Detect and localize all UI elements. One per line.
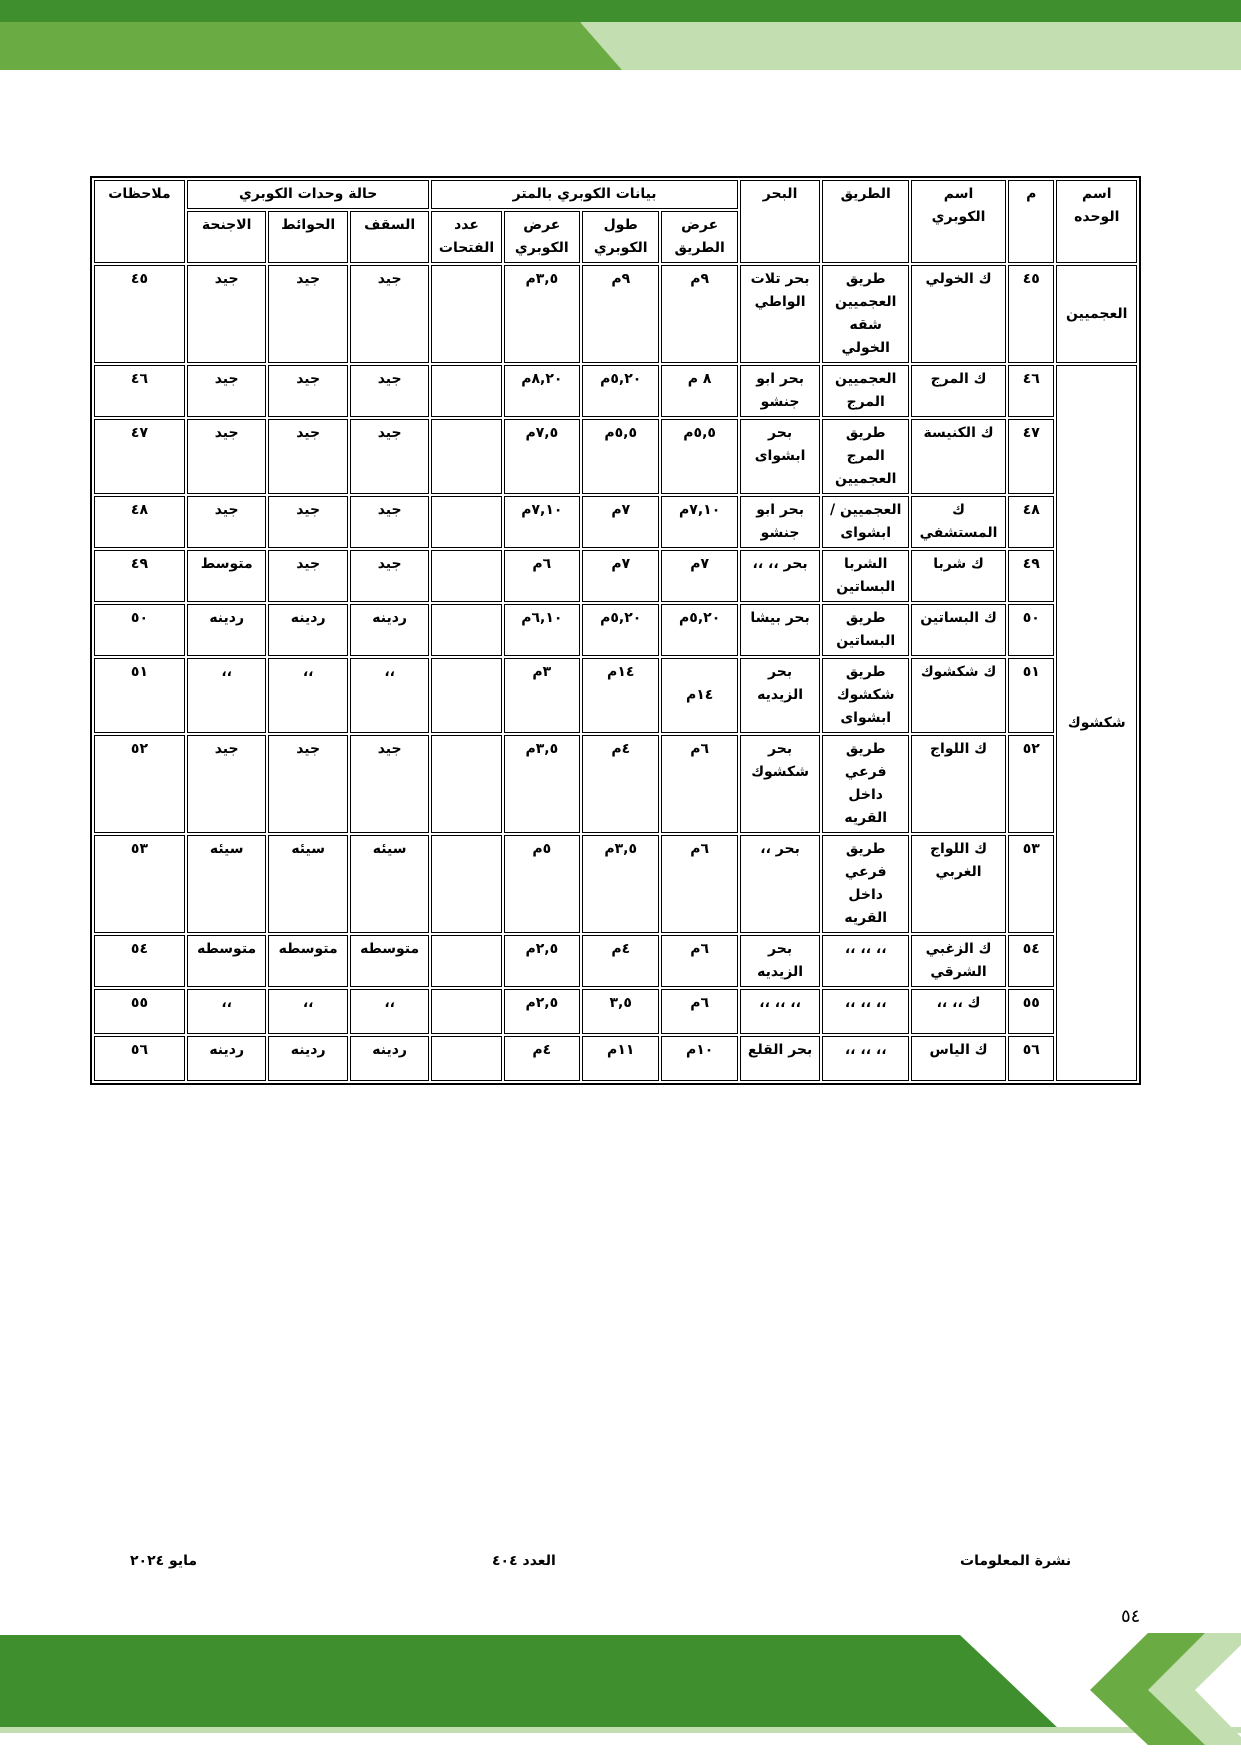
- cell-canal: بحر ابو جنشو: [740, 365, 821, 417]
- cell-wings: سيئه: [187, 835, 266, 933]
- cell-roof: جيد: [350, 496, 429, 548]
- cell-bridge-length: ٥,٢٠م: [582, 365, 659, 417]
- cell-openings: [431, 989, 501, 1034]
- cell-bridge-name: ك المرج: [911, 365, 1006, 417]
- cell-bridge-width: ٧,٥م: [504, 419, 580, 494]
- header-bridge-status-group: حالة وحدات الكوبري: [187, 180, 429, 209]
- cell-bridge-width: ٥م: [504, 835, 580, 933]
- cell-walls: جيد: [268, 265, 347, 363]
- cell-road-width: ٦م: [661, 735, 737, 833]
- cell-openings: [431, 735, 501, 833]
- cell-bridge-width: ٣م: [504, 658, 580, 733]
- cell-walls: جيد: [268, 550, 347, 602]
- cell-notes: ٤٩: [94, 550, 185, 602]
- cell-bridge-length: ٧م: [582, 496, 659, 548]
- cell-openings: [431, 365, 501, 417]
- cell-bridge-name: ك شكشوك: [911, 658, 1006, 733]
- cell-walls: ردينه: [268, 1036, 347, 1081]
- table-row: [94, 419, 1137, 494]
- cell-bridge-width: ٢,٥م: [504, 989, 580, 1034]
- header-road-width: عرض الطريق: [661, 211, 737, 263]
- footer-banner: [0, 1625, 1241, 1755]
- cell-bridge-width: ٧,١٠م: [504, 496, 580, 548]
- cell-notes: ٥٥: [94, 989, 185, 1034]
- cell-bridge-width: ٨,٢٠م: [504, 365, 580, 417]
- cell-wings: ،،: [187, 658, 266, 733]
- cell-bridge-name: ك الزغبي الشرقي: [911, 935, 1006, 987]
- cell-canal: بحر القلع: [740, 1036, 821, 1081]
- cell-wings: جيد: [187, 265, 266, 363]
- cell-bridge-width: ٣,٥م: [504, 735, 580, 833]
- header-light-band: [580, 22, 1241, 70]
- cell-walls: جيد: [268, 735, 347, 833]
- cell-bridge-length: ٩م: [582, 265, 659, 363]
- cell-roof: متوسطه: [350, 935, 429, 987]
- cell-bridge-name: ك ،، ،،: [911, 989, 1006, 1034]
- table-row: [94, 658, 1137, 733]
- cell-wings: ردينه: [187, 1036, 266, 1081]
- cell-bridge-width: ٦,١٠م: [504, 604, 580, 656]
- header-notes: ملاحظات: [94, 180, 185, 263]
- cell-roof: جيد: [350, 550, 429, 602]
- bridges-table-wrapper: [90, 176, 1141, 1085]
- cell-road-width: ١٠م: [661, 1036, 737, 1081]
- cell-openings: [431, 935, 501, 987]
- unit-cell: شكشوك: [1056, 365, 1137, 1081]
- cell-road: الشربا البساتين: [822, 550, 909, 602]
- cell-no: ٥٥: [1008, 989, 1054, 1034]
- cell-bridge-width: ٤م: [504, 1036, 580, 1081]
- footer-dark-band: [0, 1635, 1060, 1730]
- cell-walls: متوسطه: [268, 935, 347, 987]
- table-row: [94, 365, 1137, 417]
- table-row: [94, 496, 1137, 548]
- cell-roof: جيد: [350, 365, 429, 417]
- cell-canal: بحر الزيديه: [740, 658, 821, 733]
- cell-notes: ٥٤: [94, 935, 185, 987]
- cell-walls: ردينه: [268, 604, 347, 656]
- header-walls: الحوائط: [268, 211, 347, 263]
- header-bridge-length: طول الكوبري: [582, 211, 659, 263]
- header-mid-band: [0, 22, 622, 70]
- cell-wings: جيد: [187, 735, 266, 833]
- header-wings: الاجنحة: [187, 211, 266, 263]
- cell-notes: ٥٣: [94, 835, 185, 933]
- cell-wings: متوسط: [187, 550, 266, 602]
- cell-wings: متوسطه: [187, 935, 266, 987]
- cell-roof: ،،: [350, 658, 429, 733]
- cell-road-width: ٩م: [661, 265, 737, 363]
- header-bridge-width: عرض الكوبري: [504, 211, 580, 263]
- cell-openings: [431, 658, 501, 733]
- table-row: [94, 1036, 1137, 1081]
- cell-road-width: ٧م: [661, 550, 737, 602]
- cell-road: طريق البساتين: [822, 604, 909, 656]
- header-openings: عدد الفتحات: [431, 211, 501, 263]
- cell-walls: جيد: [268, 365, 347, 417]
- cell-no: ٤٩: [1008, 550, 1054, 602]
- cell-road-width: ٥,٥م: [661, 419, 737, 494]
- header-road: الطريق: [822, 180, 909, 263]
- cell-openings: [431, 550, 501, 602]
- cell-notes: ٤٧: [94, 419, 185, 494]
- cell-road: طريق فرعي داخل القريه: [822, 735, 909, 833]
- cell-no: ٥٠: [1008, 604, 1054, 656]
- table-row: [94, 935, 1137, 987]
- bridges-table: [90, 176, 1141, 1085]
- cell-road-width: ١٤م: [661, 658, 737, 733]
- footer-issue: العدد ٤٠٤: [492, 1553, 556, 1569]
- footer-publication: نشرة المعلومات: [960, 1553, 1072, 1569]
- cell-notes: ٤٨: [94, 496, 185, 548]
- cell-bridge-name: ك اللواج: [911, 735, 1006, 833]
- cell-notes: ٥٢: [94, 735, 185, 833]
- cell-road: ،، ،، ،،: [822, 1036, 909, 1081]
- cell-walls: جيد: [268, 496, 347, 548]
- cell-bridge-width: ٢,٥م: [504, 935, 580, 987]
- cell-roof: سيئه: [350, 835, 429, 933]
- page-number: ٥٤: [1121, 1606, 1141, 1627]
- cell-roof: ،،: [350, 989, 429, 1034]
- cell-bridge-name: ك الياس: [911, 1036, 1006, 1081]
- cell-road: ،، ،، ،،: [822, 989, 909, 1034]
- table-row: [94, 835, 1137, 933]
- cell-road: ،، ،، ،،: [822, 935, 909, 987]
- cell-road: العجميين / ابشواى: [822, 496, 909, 548]
- table-row: [94, 989, 1137, 1034]
- cell-notes: ٥١: [94, 658, 185, 733]
- cell-notes: ٥٠: [94, 604, 185, 656]
- cell-road-width: ٨ م: [661, 365, 737, 417]
- cell-notes: ٥٦: [94, 1036, 185, 1081]
- cell-canal: بحر ،،: [740, 835, 821, 933]
- cell-bridge-length: ١٤م: [582, 658, 659, 733]
- cell-no: ٥٦: [1008, 1036, 1054, 1081]
- header-roof: السقف: [350, 211, 429, 263]
- cell-bridge-length: ٣,٥م: [582, 835, 659, 933]
- cell-openings: [431, 265, 501, 363]
- cell-bridge-name: ك الكنيسة: [911, 419, 1006, 494]
- cell-canal: بحر ابشواى: [740, 419, 821, 494]
- cell-bridge-name: ك المستشفي: [911, 496, 1006, 548]
- cell-no: ٤٥: [1008, 265, 1054, 363]
- header-canal: البحر: [740, 180, 821, 263]
- cell-bridge-name: ك البساتين: [911, 604, 1006, 656]
- cell-wings: جيد: [187, 365, 266, 417]
- cell-bridge-length: ١١م: [582, 1036, 659, 1081]
- cell-walls: ،،: [268, 658, 347, 733]
- cell-no: ٤٧: [1008, 419, 1054, 494]
- cell-wings: ردينه: [187, 604, 266, 656]
- cell-notes: ٤٦: [94, 365, 185, 417]
- cell-no: ٥١: [1008, 658, 1054, 733]
- cell-wings: ،،: [187, 989, 266, 1034]
- cell-roof: ردينه: [350, 604, 429, 656]
- cell-openings: [431, 1036, 501, 1081]
- cell-road: طريق شكشوك ابشواى: [822, 658, 909, 733]
- cell-openings: [431, 419, 501, 494]
- cell-openings: [431, 604, 501, 656]
- header-dark-bar: [0, 0, 1241, 24]
- cell-canal: بحر شكشوك: [740, 735, 821, 833]
- unit-cell: العجميين: [1056, 265, 1137, 363]
- cell-notes: ٤٥: [94, 265, 185, 363]
- cell-no: ٤٦: [1008, 365, 1054, 417]
- cell-bridge-length: ٥,٢٠م: [582, 604, 659, 656]
- cell-walls: جيد: [268, 419, 347, 494]
- header-bridge-name: اسم الكوبري: [911, 180, 1006, 263]
- cell-roof: ردينه: [350, 1036, 429, 1081]
- table-row: [94, 550, 1137, 602]
- cell-no: ٤٨: [1008, 496, 1054, 548]
- cell-walls: سيئه: [268, 835, 347, 933]
- cell-canal: بحر ،، ،،: [740, 550, 821, 602]
- cell-road-width: ٦م: [661, 935, 737, 987]
- cell-roof: جيد: [350, 419, 429, 494]
- cell-no: ٥٢: [1008, 735, 1054, 833]
- cell-road: طريق العجميين شقه الخولي: [822, 265, 909, 363]
- cell-canal: بحر ابو جنشو: [740, 496, 821, 548]
- cell-roof: جيد: [350, 265, 429, 363]
- cell-canal: ،، ،، ،،: [740, 989, 821, 1034]
- cell-walls: ،،: [268, 989, 347, 1034]
- cell-bridge-length: ٧م: [582, 550, 659, 602]
- table-row: [94, 735, 1137, 833]
- cell-road-width: ٥,٢٠م: [661, 604, 737, 656]
- cell-road: طريق المرج العجميين: [822, 419, 909, 494]
- footer-date: مايو ٢٠٢٤: [130, 1553, 198, 1569]
- header-unit: اسم الوحده: [1056, 180, 1137, 263]
- cell-wings: جيد: [187, 419, 266, 494]
- cell-roof: جيد: [350, 735, 429, 833]
- cell-canal: بحر تلات الواطي: [740, 265, 821, 363]
- header-banner: [0, 0, 1241, 75]
- cell-bridge-name: ك الخولي: [911, 265, 1006, 363]
- cell-bridge-width: ٣,٥م: [504, 265, 580, 363]
- cell-road: العجميين المرج: [822, 365, 909, 417]
- cell-road-width: ٦م: [661, 989, 737, 1034]
- cell-road: طريق فرعي داخل القريه: [822, 835, 909, 933]
- cell-bridge-name: ك اللواج الغربي: [911, 835, 1006, 933]
- cell-canal: بحر بيشا: [740, 604, 821, 656]
- cell-no: ٥٣: [1008, 835, 1054, 933]
- cell-bridge-length: ٥,٥م: [582, 419, 659, 494]
- table-row: [94, 265, 1137, 363]
- header-no: م: [1008, 180, 1054, 263]
- cell-road-width: ٧,١٠م: [661, 496, 737, 548]
- cell-no: ٥٤: [1008, 935, 1054, 987]
- cell-bridge-width: ٦م: [504, 550, 580, 602]
- cell-bridge-name: ك شربا: [911, 550, 1006, 602]
- cell-road-width: ٦م: [661, 835, 737, 933]
- header-bridge-data-group: بيانات الكوبري بالمتر: [431, 180, 737, 209]
- footer-light-line: [0, 1727, 1241, 1733]
- cell-wings: جيد: [187, 496, 266, 548]
- cell-bridge-length: ٤م: [582, 735, 659, 833]
- cell-openings: [431, 835, 501, 933]
- cell-canal: بحر الزيديه: [740, 935, 821, 987]
- cell-bridge-length: ٤م: [582, 935, 659, 987]
- table-row: [94, 604, 1137, 656]
- cell-openings: [431, 496, 501, 548]
- cell-bridge-length: ٣,٥: [582, 989, 659, 1034]
